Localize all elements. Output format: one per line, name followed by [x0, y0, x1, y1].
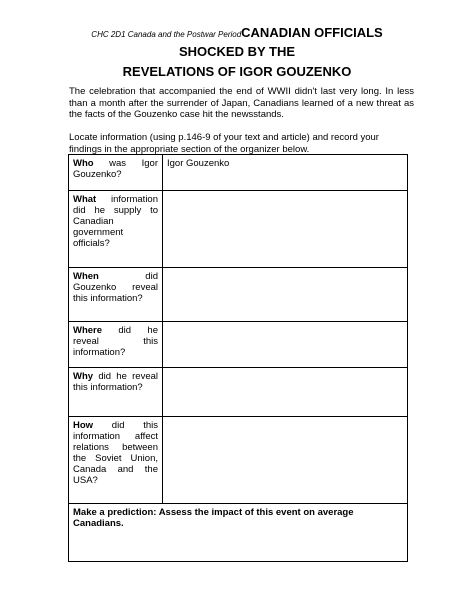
- question-keyword: Who: [73, 158, 94, 169]
- table-row: [69, 504, 408, 562]
- answer-cell-what[interactable]: [163, 191, 408, 268]
- answer-cell-why[interactable]: [163, 368, 408, 417]
- table-row: [69, 155, 408, 191]
- question-cell-how: [69, 417, 163, 504]
- question-keyword: Where: [73, 325, 103, 336]
- question-text: was Igor Gouzenko?: [73, 158, 158, 180]
- instructions-paragraph: Locate information (using p.146-9 of your text and article) and record your findings in the appropriate section of the organizer below.: [69, 132, 379, 155]
- question-text: information did he supply to Canadian government officials?: [73, 194, 158, 249]
- title-line-3: REVELATIONS OF IGOR GOUZENKO: [122, 64, 352, 79]
- table-row: [69, 322, 408, 368]
- organizer-table: [68, 154, 408, 562]
- question-cell-where: [69, 322, 163, 368]
- title-line-1: CANADIAN OFFICIALS: [241, 25, 383, 40]
- answer-cell-when[interactable]: [163, 268, 408, 322]
- table-row: [69, 417, 408, 504]
- table-row: [69, 268, 408, 322]
- question-keyword: How: [73, 420, 94, 431]
- intro-paragraph: The celebration that accompanied the end of WWII didn't last very long. In less than a month after the surrender of Japan, Canadians learned of a new threat as the facts of the Gouzenko case hit the newsstands.: [69, 86, 414, 120]
- answer-cell-how[interactable]: [163, 417, 408, 504]
- question-cell-what: [69, 191, 163, 268]
- table-row: [69, 191, 408, 268]
- prediction-cell[interactable]: Make a prediction: Assess the impact of this event on average Canadians.: [69, 504, 408, 562]
- question-cell-when: [69, 268, 163, 322]
- answer-cell-who[interactable]: Igor Gouzenko: [163, 155, 408, 191]
- question-keyword: Why: [73, 371, 94, 382]
- question-keyword: What: [73, 194, 97, 205]
- question-text: did this information affect relations between the Soviet Union, Canada and the USA?: [73, 420, 158, 486]
- question-text: did he reveal this information?: [73, 325, 158, 358]
- question-cell-why: [69, 368, 163, 417]
- question-text: did he reveal this information?: [73, 371, 158, 393]
- question-cell-who: [69, 155, 163, 191]
- table-row: [69, 368, 408, 417]
- header-line-1: [0, 24, 474, 42]
- answer-cell-where[interactable]: [163, 322, 408, 368]
- question-keyword: When: [73, 271, 99, 282]
- question-text: did Gouzenko reveal this information?: [73, 271, 158, 304]
- title-line-2: SHOCKED BY THE: [178, 44, 296, 59]
- course-label: CHC 2D1 Canada and the Postwar Period: [91, 30, 242, 39]
